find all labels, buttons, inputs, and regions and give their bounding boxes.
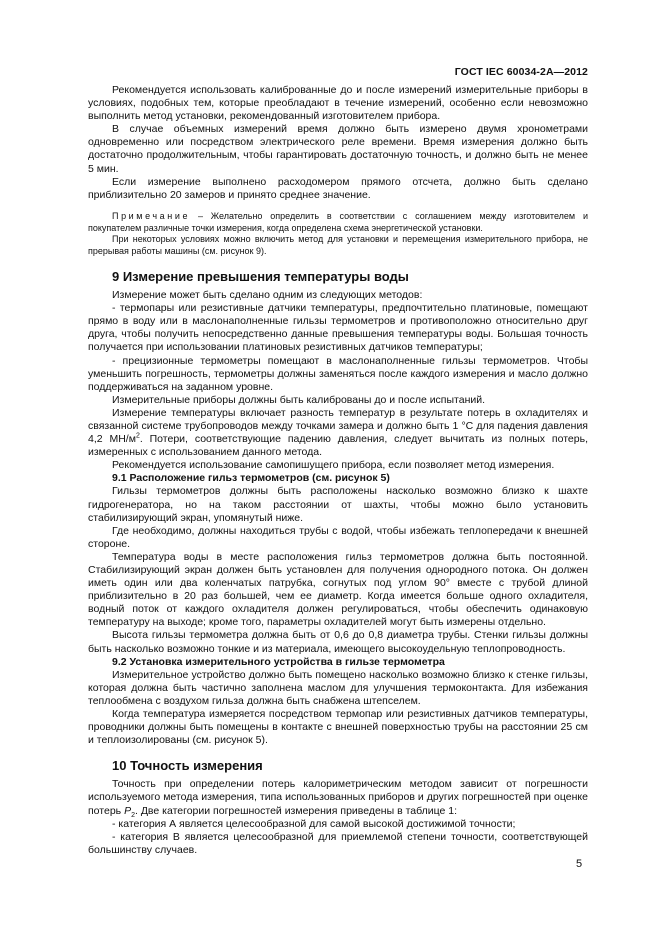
section-9-paragraph-4: Измерительные приборы должны быть калиброваны до и после испытаний. bbox=[112, 393, 486, 406]
note-block bbox=[88, 211, 588, 258]
section-9-2-heading: 9.2 Установка измерительного устройства в гильзе термометра bbox=[112, 655, 445, 668]
section-9-paragraph-6: Рекомендуется использование самопишущего прибора, если позволяет метод измерения. bbox=[112, 459, 555, 472]
document-body bbox=[88, 84, 588, 857]
subscript: 2 bbox=[131, 811, 135, 819]
section-10-paragraph-1-text-b: . Две категории погрешностей измерения приведены в таблице 1: bbox=[134, 804, 458, 817]
note-paragraph-1 bbox=[88, 211, 588, 235]
section-9-heading: 9 Измерение превышения температуры воды bbox=[112, 269, 409, 285]
section-9-2-paragraph-2: Когда температура измеряется посредством термопар или резистивных датчиков температуры, проводники должны быть помещены в контакте с внешней поверхностью трубы на расстоянии 25 см и теплоизолированы (см. рисунок 5). bbox=[88, 708, 588, 747]
section-9-paragraph-5 bbox=[88, 407, 588, 459]
section-9-paragraph-5-text-a: Измерение температуры включает разность температур в результате потерь в охладителях и связанной системе трубопроводов между точками замера и должно быть 1 °С для падения давления 4,2 МН/м bbox=[88, 406, 588, 446]
section-9-1-paragraph-3: Температура воды в месте расположения гильз термометров должна быть постоянной. Стабилизирующий экран должен быть установлен для получения однородного потока. Он должен иметь один или два коленчатых патрубка, согнутых под углом 90° вместе с трубой длиной приблизительно в 20 раз большей, чем ее диаметр. Когда имеется больше одного охладителя, водный поток от каждого охладителя должен регулироваться, чтобы обеспечить одинаковую температуру на выходе; кроме того, параметры охладителей могут быть измерены отдельно. bbox=[88, 550, 588, 629]
section-9-1-heading: 9.1 Расположение гильз термометров (см. рисунок 5) bbox=[112, 472, 390, 485]
superscript: 2 bbox=[135, 432, 140, 440]
section-9-paragraph-5-text-b: . Потери, соответствующие падению давления, следует вычитать из полных потерь, измеренных с использованием данного метода. bbox=[88, 433, 588, 459]
intro-paragraph-1: Рекомендуется использовать калиброванные до и после измерений измерительные приборы в условиях, подобных тем, которые преобладают в течение измерений, особенно если невозможно выполнить метод установки, рекомендованный изготовителем прибора. bbox=[88, 84, 588, 123]
note-label: Примечание bbox=[112, 210, 191, 221]
section-9-paragraph-3: - прецизионные термометры помещают в маслонаполненные гильзы термометров. Чтобы уменьшить погрешность, термометры должны заменяться после каждого измерения и масло должно поддерживаться на заданном уровне. bbox=[88, 354, 588, 393]
section-9-2-paragraph-1: Измерительное устройство должно быть помещено насколько возможно близко к стенке гильзы, которая должна быть частично заполнена маслом для улучшения термоконтакта. Для избежания теплообмена с воздухом гильза должна быть снабжена штепселем. bbox=[88, 668, 588, 707]
section-9-paragraph-1: Измерение может быть сделано одним из следующих методов: bbox=[112, 289, 423, 302]
note-text-1: – Желательно определить в соответствии с соглашением между изготовителем и покупателем различные точки измерения, когда определена схема энергетической установки. bbox=[88, 210, 588, 233]
section-9-1-paragraph-1: Гильзы термометров должны быть расположены насколько возможно близко к шахте гидрогенератора, но на таком расстоянии от шахты, чтобы можно было установить стабилизирующий экран, упомянутый ниже. bbox=[88, 485, 588, 524]
note-paragraph-2: При некоторых условиях можно включить метод для установки и перемещения измерительного прибора, не прерывая работы машины (см. рисунок 9). bbox=[88, 234, 588, 257]
section-9-1-paragraph-2: Где необходимо, должны находиться трубы с водой, чтобы избежать теплопередачи к внешней стороне. bbox=[88, 524, 588, 550]
section-9-1-paragraph-4: Высота гильзы термометра должна быть от 0,6 до 0,8 диаметра трубы. Стенки гильзы должны быть насколько возможно тонкие и из материала, имеющего высокоудельную теплопроводность. bbox=[88, 629, 588, 655]
intro-paragraph-3: Если измерение выполнено расходомером прямого отсчета, должно быть сделано приблизительно 20 замеров и принято среднее значение. bbox=[88, 175, 588, 201]
section-10-paragraph-3: - категория В является целесообразной для приемлемой степени точности, соответствующей большинству случаев. bbox=[88, 830, 588, 856]
section-10-paragraph-1-text-a: Точность при определении потерь калориметрическим методом зависит от погрешности используемого метода измерения, типа использованных приборов и других погрешностей при оценке потерь bbox=[88, 778, 588, 817]
section-10-heading: 10 Точность измерения bbox=[112, 758, 263, 774]
intro-paragraph-2: В случае объемных измерений время должно быть измерено двумя хронометрами одновременно или посредством электрического реле времени. Время измерения должно быть достаточно продолжительным, чтобы гарантировать достаточную точность, и должно быть не менее 5 мин. bbox=[88, 123, 588, 175]
page-number: 5 bbox=[576, 858, 583, 870]
variable-p: P bbox=[124, 804, 132, 817]
section-10-paragraph-2: - категория А является целесообразной для самой высокой достижимой точности; bbox=[112, 817, 516, 830]
document-header: ГОСТ IEC 60034-2A—2012 bbox=[454, 66, 588, 78]
section-10-paragraph-1 bbox=[88, 778, 588, 817]
section-9-paragraph-2: - термопары или резистивные датчики температуры, предпочтительно платиновые, помещают прямо в воду или в маслонаполненные гильзы термометров и противоположно относительно друг друга, чтобы получить непосредственно данные превышения температуры воды. Большая точность получается при использовании платиновых резистивных датчиков температуры; bbox=[88, 302, 588, 354]
